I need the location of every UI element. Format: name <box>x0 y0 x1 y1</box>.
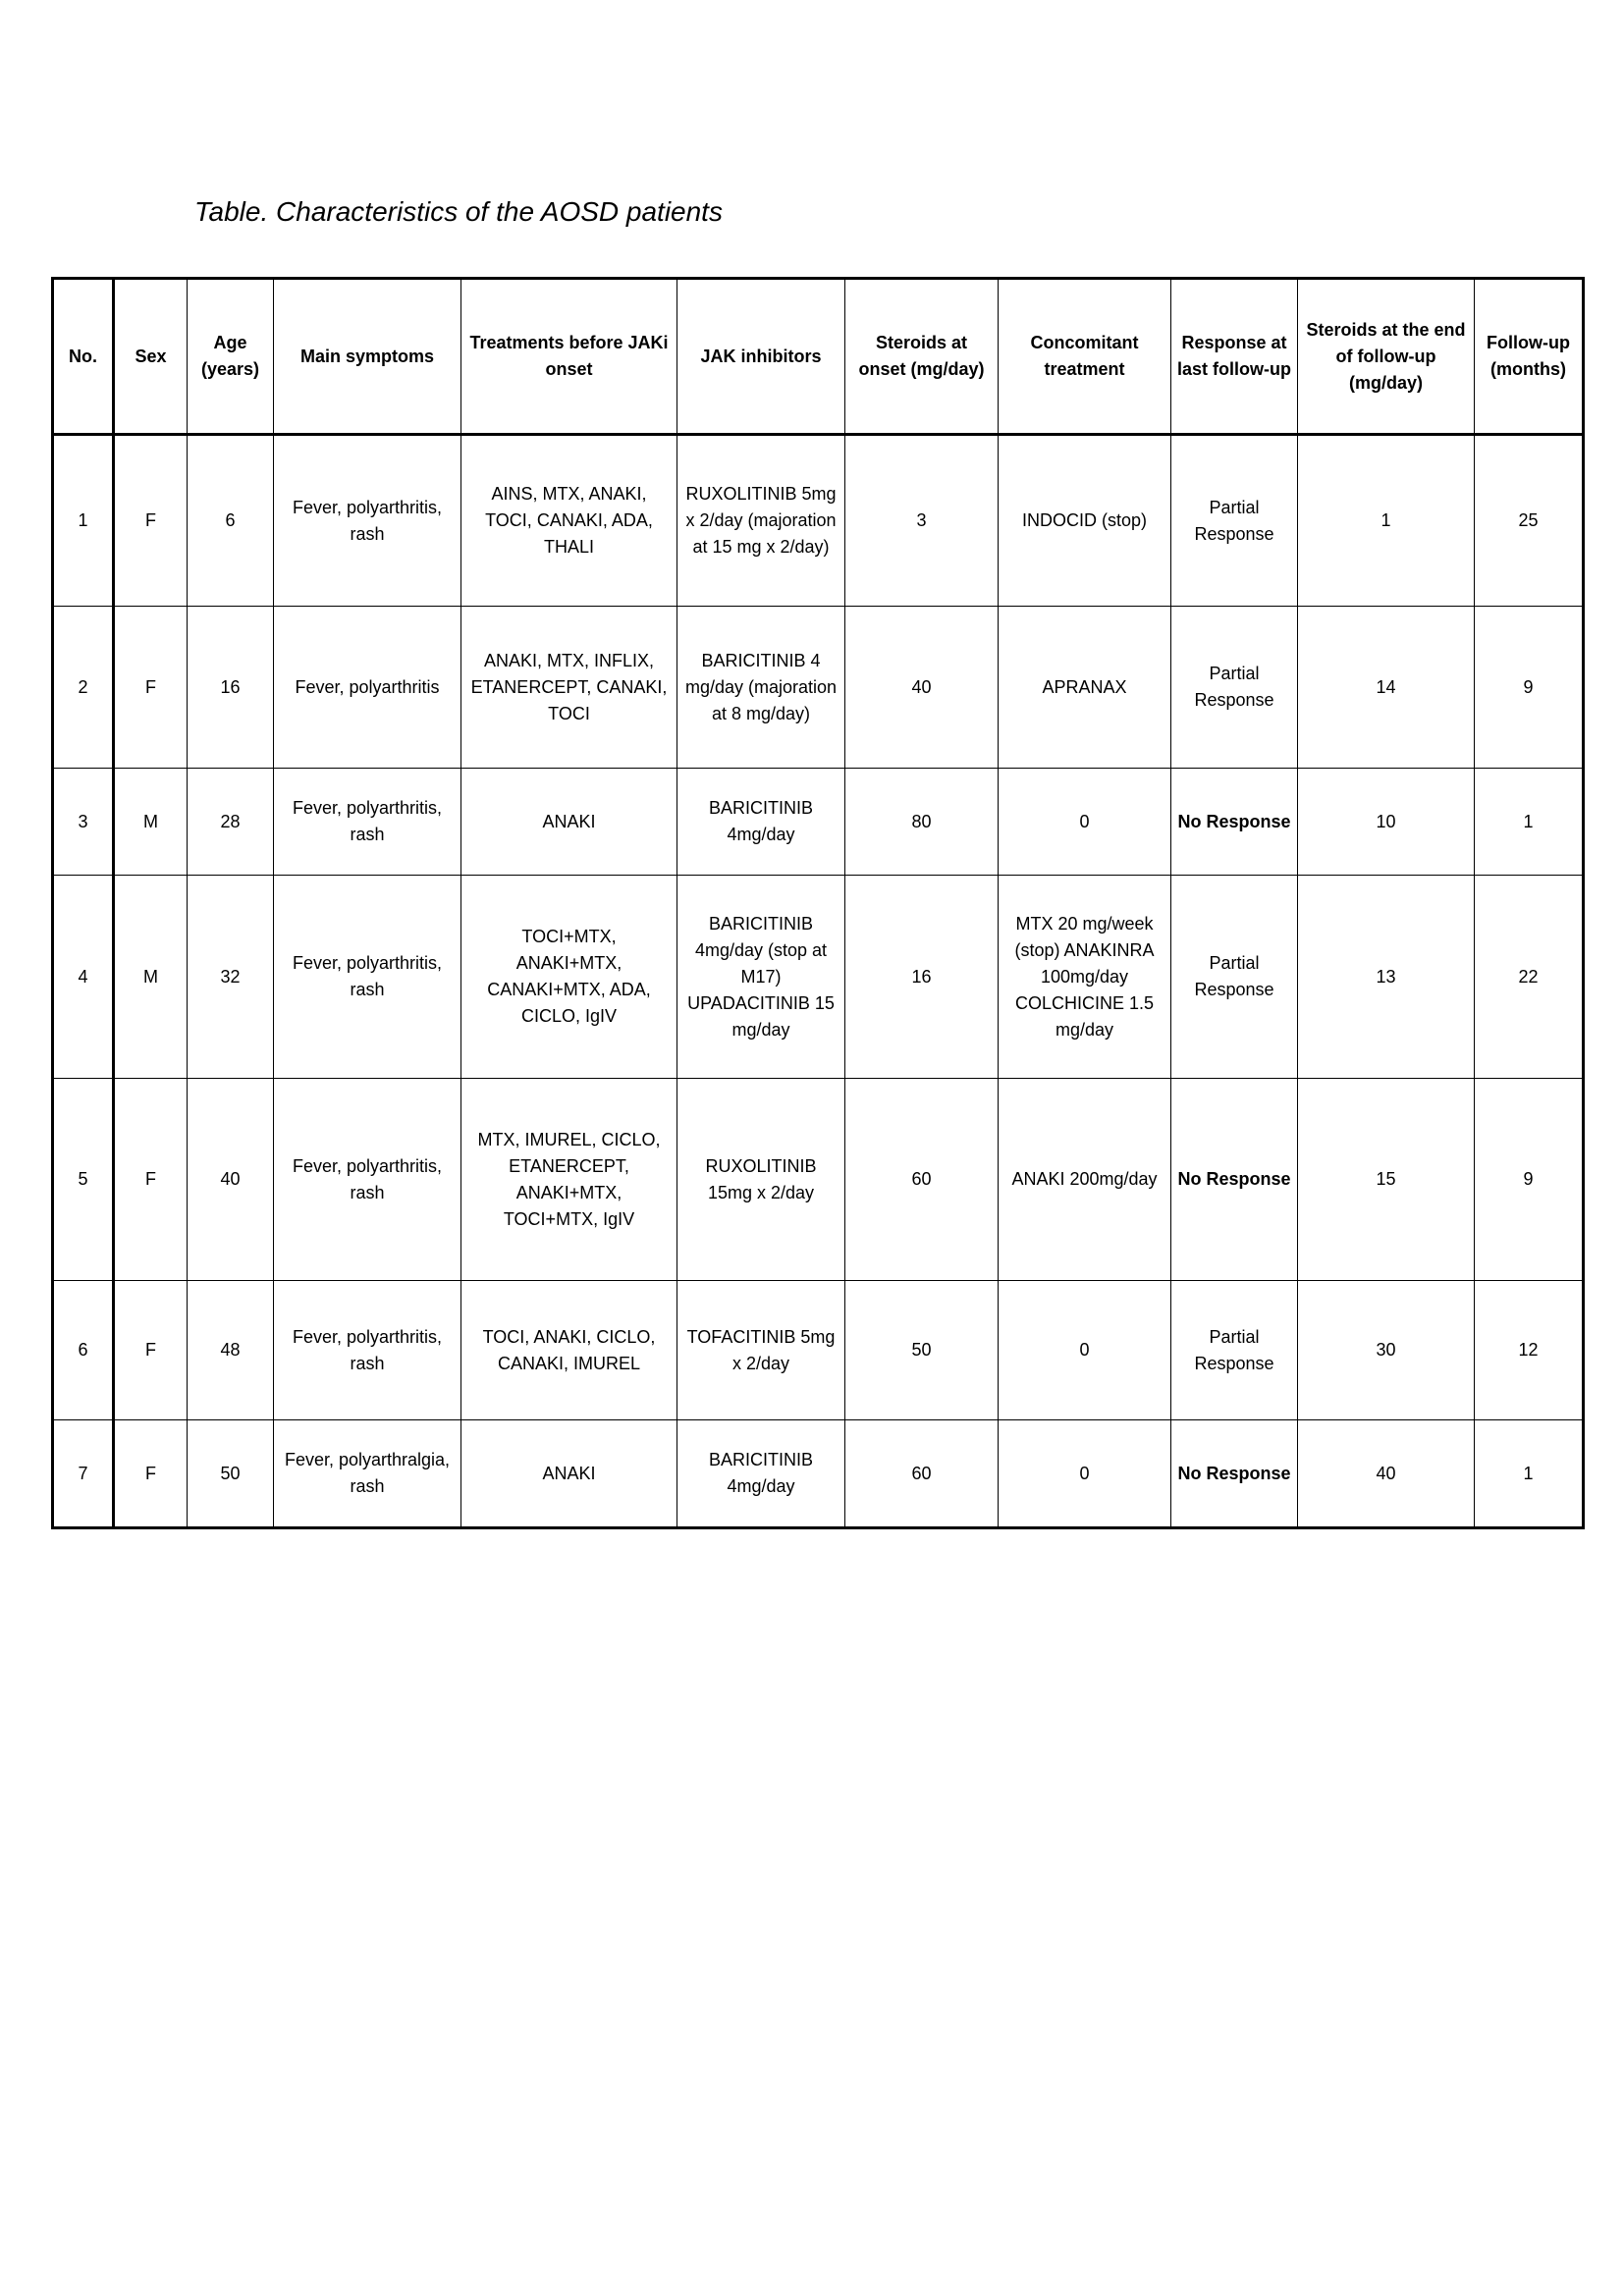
cell-main-symptoms: Fever, polyarthritis, rash <box>274 769 461 876</box>
cell-age: 40 <box>188 1079 274 1281</box>
table-caption: Table. Characteristics of the AOSD patients <box>194 196 723 227</box>
cell-jak-inhibitors: RUXOLITINIB 5mg x 2/day (majoration at 15 mg x 2/day) <box>677 435 845 607</box>
cell-main-symptoms: Fever, polyarthralgia, rash <box>274 1420 461 1528</box>
cell-steroids-onset: 60 <box>845 1079 999 1281</box>
table-row <box>53 876 1584 1079</box>
cell-no: 6 <box>53 1281 114 1420</box>
cell-follow-up: 25 <box>1475 435 1584 607</box>
cell-steroids-end: 1 <box>1298 435 1475 607</box>
cell-age: 6 <box>188 435 274 607</box>
cell-steroids-end: 13 <box>1298 876 1475 1079</box>
cell-concomitant: 0 <box>999 1281 1171 1420</box>
cell-follow-up: 22 <box>1475 876 1584 1079</box>
header-main-symptoms: Main symptoms <box>274 279 461 435</box>
cell-treatments-before: TOCI, ANAKI, CICLO, CANAKI, IMUREL <box>461 1281 677 1420</box>
cell-steroids-end: 14 <box>1298 607 1475 769</box>
cell-response: No Response <box>1171 1079 1298 1281</box>
cell-age: 50 <box>188 1420 274 1528</box>
cell-main-symptoms: Fever, polyarthritis, rash <box>274 876 461 1079</box>
cell-follow-up: 9 <box>1475 607 1584 769</box>
cell-main-symptoms: Fever, polyarthritis, rash <box>274 1281 461 1420</box>
cell-concomitant: 0 <box>999 1420 1171 1528</box>
header-concomitant: Concomitant treatment <box>999 279 1171 435</box>
header-jak-inhibitors: JAK inhibitors <box>677 279 845 435</box>
cell-no: 2 <box>53 607 114 769</box>
cell-steroids-end: 10 <box>1298 769 1475 876</box>
header-no: No. <box>53 279 114 435</box>
cell-no: 3 <box>53 769 114 876</box>
cell-follow-up: 12 <box>1475 1281 1584 1420</box>
cell-response: No Response <box>1171 1420 1298 1528</box>
header-steroids-end: Steroids at the end of follow-up (mg/day) <box>1298 279 1475 435</box>
header-sex: Sex <box>114 279 188 435</box>
cell-jak-inhibitors: TOFACITINIB 5mg x 2/day <box>677 1281 845 1420</box>
cell-steroids-onset: 16 <box>845 876 999 1079</box>
cell-treatments-before: AINS, MTX, ANAKI, TOCI, CANAKI, ADA, THALI <box>461 435 677 607</box>
cell-follow-up: 1 <box>1475 769 1584 876</box>
cell-steroids-end: 40 <box>1298 1420 1475 1528</box>
header-response: Response at last follow-up <box>1171 279 1298 435</box>
cell-response: Partial Response <box>1171 435 1298 607</box>
cell-concomitant: APRANAX <box>999 607 1171 769</box>
cell-age: 16 <box>188 607 274 769</box>
cell-no: 5 <box>53 1079 114 1281</box>
cell-treatments-before: ANAKI <box>461 1420 677 1528</box>
cell-steroids-onset: 50 <box>845 1281 999 1420</box>
cell-jak-inhibitors: BARICITINIB 4mg/day <box>677 769 845 876</box>
cell-treatments-before: ANAKI, MTX, INFLIX, ETANERCEPT, CANAKI, TOCI <box>461 607 677 769</box>
table-row <box>53 607 1584 769</box>
cell-main-symptoms: Fever, polyarthritis, rash <box>274 1079 461 1281</box>
cell-follow-up: 1 <box>1475 1420 1584 1528</box>
cell-sex: F <box>114 435 188 607</box>
cell-steroids-onset: 80 <box>845 769 999 876</box>
cell-treatments-before: TOCI+MTX, ANAKI+MTX, CANAKI+MTX, ADA, CICLO, IgIV <box>461 876 677 1079</box>
cell-steroids-end: 30 <box>1298 1281 1475 1420</box>
cell-response: Partial Response <box>1171 607 1298 769</box>
cell-no: 1 <box>53 435 114 607</box>
cell-jak-inhibitors: BARICITINIB 4mg/day <box>677 1420 845 1528</box>
cell-jak-inhibitors: BARICITINIB 4mg/day (stop at M17) UPADACITINIB 15 mg/day <box>677 876 845 1079</box>
table-row <box>53 769 1584 876</box>
cell-main-symptoms: Fever, polyarthritis, rash <box>274 435 461 607</box>
cell-treatments-before: MTX, IMUREL, CICLO, ETANERCEPT, ANAKI+MTX, TOCI+MTX, IgIV <box>461 1079 677 1281</box>
table-row <box>53 1420 1584 1528</box>
cell-response: Partial Response <box>1171 876 1298 1079</box>
cell-sex: M <box>114 769 188 876</box>
cell-follow-up: 9 <box>1475 1079 1584 1281</box>
cell-concomitant: MTX 20 mg/week (stop) ANAKINRA 100mg/day COLCHICINE 1.5 mg/day <box>999 876 1171 1079</box>
cell-steroids-onset: 3 <box>845 435 999 607</box>
cell-jak-inhibitors: RUXOLITINIB 15mg x 2/day <box>677 1079 845 1281</box>
cell-no: 7 <box>53 1420 114 1528</box>
header-treatments-before: Treatments before JAKi onset <box>461 279 677 435</box>
cell-sex: F <box>114 1281 188 1420</box>
header-row <box>53 279 1584 435</box>
header-age: Age (years) <box>188 279 274 435</box>
cell-age: 48 <box>188 1281 274 1420</box>
cell-response: Partial Response <box>1171 1281 1298 1420</box>
table-row <box>53 1281 1584 1420</box>
cell-steroids-onset: 60 <box>845 1420 999 1528</box>
cell-concomitant: ANAKI 200mg/day <box>999 1079 1171 1281</box>
header-follow-up: Follow-up (months) <box>1475 279 1584 435</box>
cell-concomitant: 0 <box>999 769 1171 876</box>
cell-response: No Response <box>1171 769 1298 876</box>
cell-steroids-end: 15 <box>1298 1079 1475 1281</box>
cell-sex: F <box>114 607 188 769</box>
table-row <box>53 435 1584 607</box>
cell-concomitant: INDOCID (stop) <box>999 435 1171 607</box>
cell-sex: F <box>114 1079 188 1281</box>
cell-steroids-onset: 40 <box>845 607 999 769</box>
cell-main-symptoms: Fever, polyarthritis <box>274 607 461 769</box>
table-row <box>53 1079 1584 1281</box>
cell-age: 28 <box>188 769 274 876</box>
cell-no: 4 <box>53 876 114 1079</box>
patients-table <box>51 277 1585 1529</box>
cell-sex: F <box>114 1420 188 1528</box>
header-steroids-onset: Steroids at onset (mg/day) <box>845 279 999 435</box>
cell-treatments-before: ANAKI <box>461 769 677 876</box>
cell-sex: M <box>114 876 188 1079</box>
cell-age: 32 <box>188 876 274 1079</box>
cell-jak-inhibitors: BARICITINIB 4 mg/day (majoration at 8 mg/day) <box>677 607 845 769</box>
